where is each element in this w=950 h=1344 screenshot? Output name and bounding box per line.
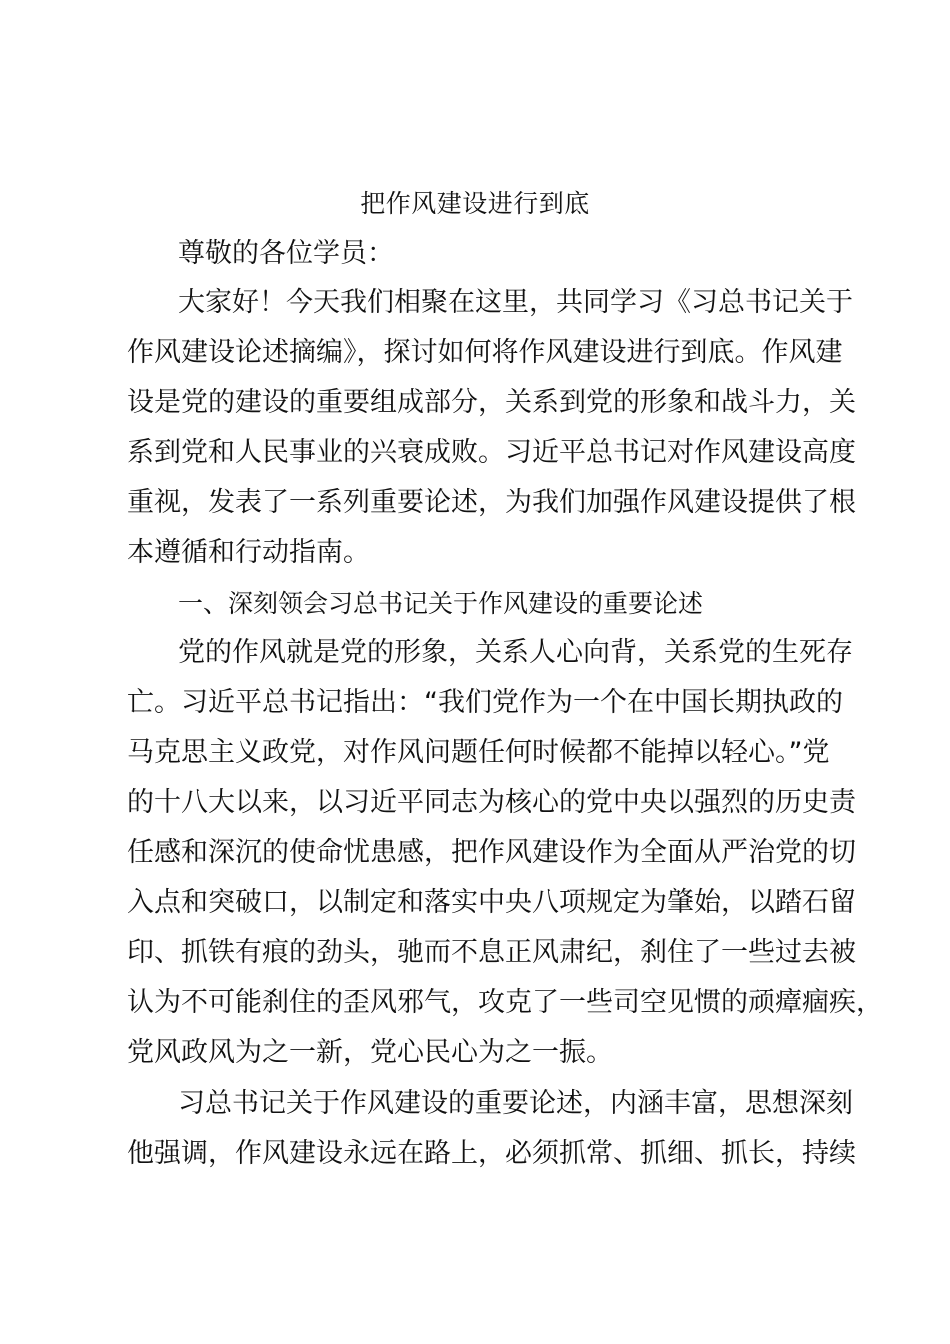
section-heading: 一、深刻领会习总书记关于作风建设的重要论述	[178, 589, 704, 618]
paragraph-line: 印、抓铁有痕的劲头，驰而不息正风肃纪，刹住了一些过去被	[127, 937, 856, 968]
paragraph-line: 任感和深沉的使命忧患感，把作风建设作为全面从严治党的切	[127, 837, 856, 868]
paragraph-line: 本遵循和行动指南。	[127, 537, 370, 568]
document-title: 把作风建设进行到底	[360, 189, 590, 218]
paragraph-line: 大家好！今天我们相聚在这里，共同学习《习总书记关于	[178, 287, 853, 318]
paragraph-line: 马克思主义政党，对作风问题任何时候都不能掉以轻心。”党	[127, 737, 830, 768]
paragraph-line: 党的作风就是党的形象，关系人心向背，关系党的生死存	[178, 637, 853, 668]
paragraph-line: 亡。习近平总书记指出：“我们党作为一个在中国长期执政的	[127, 687, 843, 718]
paragraph-line: 入点和突破口，以制定和落实中央八项规定为肇始，以踏石留	[127, 887, 856, 918]
salutation: 尊敬的各位学员：	[178, 238, 394, 269]
paragraph-line: 设是党的建设的重要组成部分，关系到党的形象和战斗力，关	[127, 387, 856, 418]
paragraph-line: 习总书记关于作风建设的重要论述，内涵丰富，思想深刻	[178, 1088, 853, 1119]
paragraph-line: 他强调，作风建设永远在路上，必须抓常、抓细、抓长，持续	[127, 1138, 856, 1169]
paragraph-line: 的十八大以来，以习近平同志为核心的党中央以强烈的历史责	[127, 787, 856, 818]
paragraph-line: 党风政风为之一新，党心民心为之一振。	[127, 1037, 613, 1068]
paragraph-line: 作风建设论述摘编》，探讨如何将作风建设进行到底。作风建	[127, 337, 843, 368]
paragraph-line: 认为不可能刹住的歪风邪气，攻克了一些司空见惯的顽瘴痼疾，	[127, 987, 883, 1018]
paragraph-line: 重视，发表了一系列重要论述，为我们加强作风建设提供了根	[127, 487, 856, 518]
paragraph-line: 系到党和人民事业的兴衰成败。习近平总书记对作风建设高度	[127, 437, 856, 468]
